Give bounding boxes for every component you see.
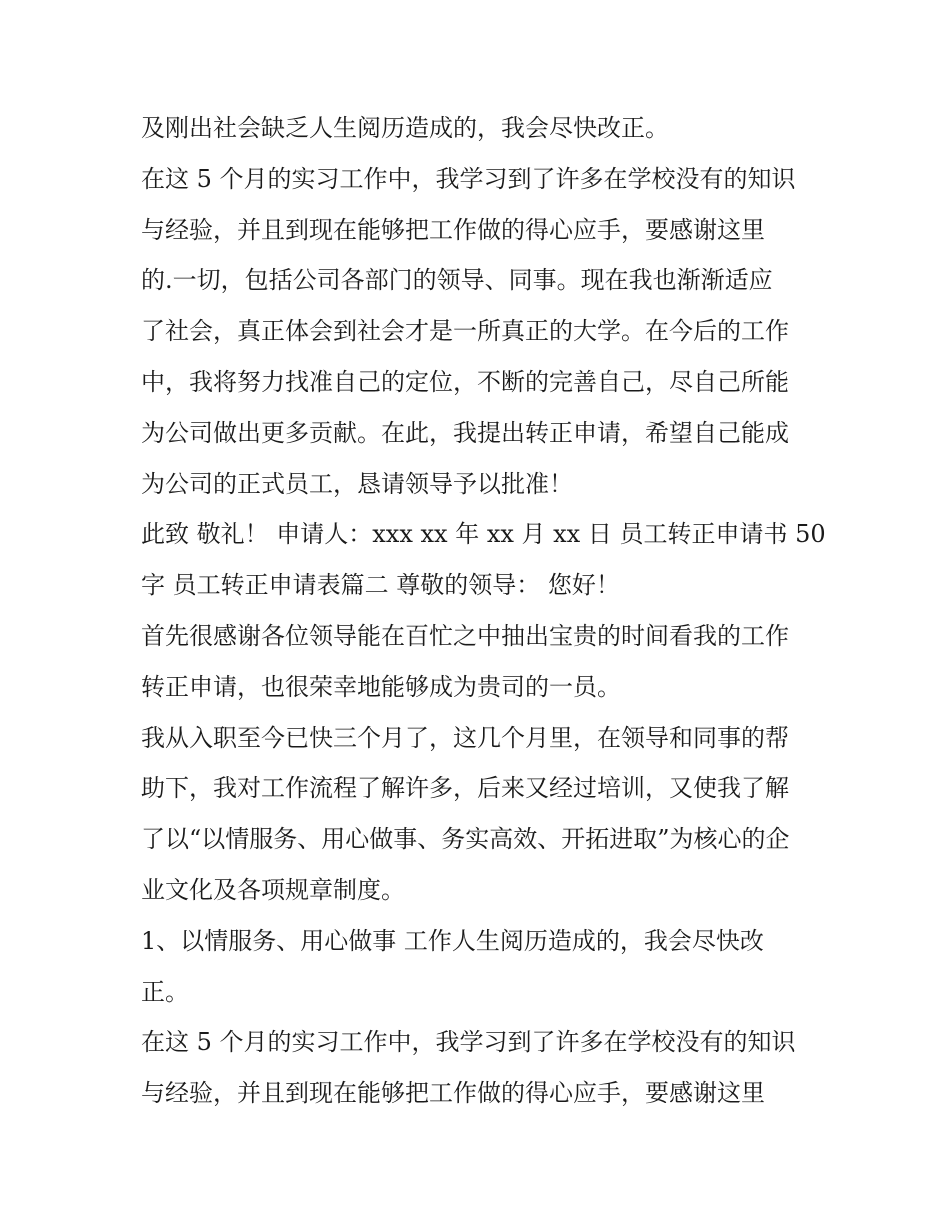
- text-line: 业文化及各项规章制度。: [141, 875, 405, 904]
- document-text-body: [141, 103, 831, 1119]
- text-line: 与经验，并且到现在能够把工作做的得心应手，要感谢这里: [141, 1079, 765, 1108]
- text-line: 我从入职至今已快三个月了，这几个月里，在领导和同事的帮: [141, 723, 789, 752]
- text-line: 助下，我对工作流程了解许多，后来又经过培训，又使我了解: [141, 774, 789, 803]
- text-line: 为公司的正式员工，恳请领导予以批准！: [141, 469, 573, 498]
- text-line: 了社会，真正体会到社会才是一所真正的大学。在今后的工作: [141, 317, 789, 346]
- text-line: 在这 5 个月的实习工作中，我学习到了许多在学校没有的知识: [141, 1028, 796, 1057]
- text-line: 此致 敬礼！ 申请人：xxx xx 年 xx 月 xx 日 员工转正申请书 50: [141, 520, 826, 549]
- text-line: 中，我将努力找准自己的定位，不断的完善自己，尽自己所能: [141, 367, 789, 396]
- text-line: 字 员工转正申请表篇二 尊敬的领导： 您好！: [141, 571, 620, 600]
- text-line: 首先很感谢各位领导能在百忙之中抽出宝贵的时间看我的工作: [141, 621, 789, 650]
- text-line: 的.一切，包括公司各部门的领导、同事。现在我也渐渐适应: [141, 266, 773, 295]
- text-line: 在这 5 个月的实习工作中，我学习到了许多在学校没有的知识: [141, 164, 796, 193]
- text-line: 及刚出社会缺乏人生阅历造成的，我会尽快改正。: [141, 114, 669, 142]
- text-line: 了以“以情服务、用心做事、务实高效、开拓进取”为核心的企: [141, 825, 790, 854]
- text-line: 与经验，并且到现在能够把工作做的得心应手，要感谢这里: [141, 215, 765, 244]
- text-line: 正。: [141, 977, 189, 1006]
- text-line: 转正申请，也很荣幸地能够成为贵司的一员。: [141, 672, 621, 701]
- text-line: 为公司做出更多贡献。在此，我提出转正申请，希望自己能成: [141, 418, 789, 447]
- text-line: 1、以情服务、用心做事 工作人生阅历造成的，我会尽快改: [141, 926, 764, 955]
